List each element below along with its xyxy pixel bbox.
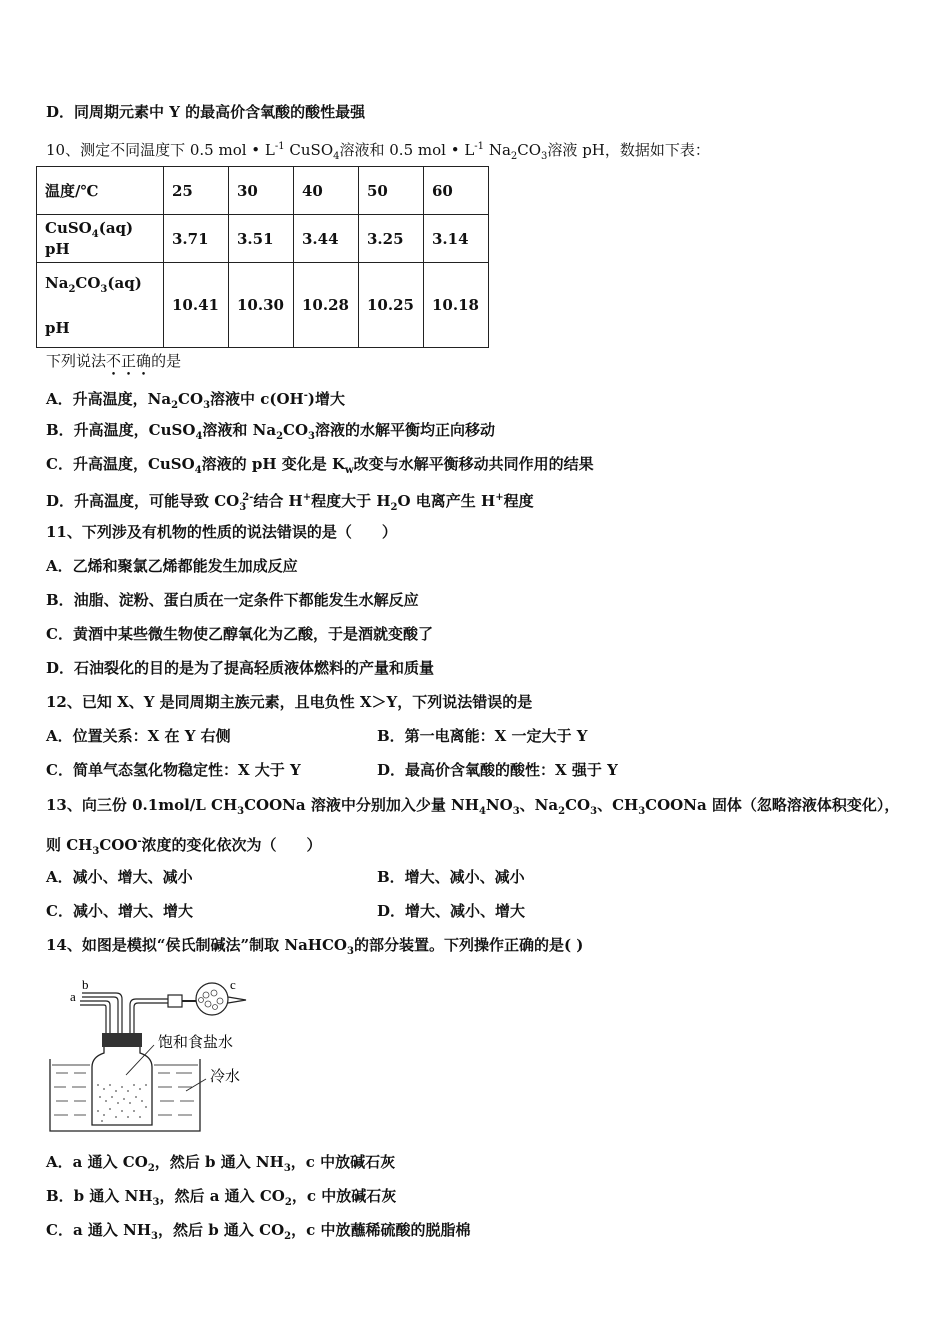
- table-row: [37, 167, 489, 215]
- apparatus-diagram: [46, 975, 276, 1135]
- q14-option-b: B．b 通入 $NH_3$，然后 a 通入 $CO_2$，c 中放碱石灰: [46, 1187, 397, 1208]
- table-cell: 3.14: [424, 215, 489, 263]
- q10-option-d: D．升高温度，可能导致 $CO_3^{2-}$结合 H+程度大于 $H_2O$ 电离产生 H+程度: [46, 492, 534, 513]
- table-row: [37, 263, 489, 348]
- label-c: c: [230, 977, 236, 992]
- q11-option-c: C．黄酒中某些微生物使乙醇氧化为乙酸，于是酒就变酸了: [46, 625, 433, 643]
- q10-stem: 10、测定不同温度下 0.5 mol • $L^{-1}$ CuSO$_4$溶液和 0.5 mol • $L^{-1}$ $Na_2CO_3$溶液 pH，数据如下表：: [46, 141, 710, 162]
- q13-stem-continued: 则 $CH_3COO^-$浓度的变化依次为（ ）: [46, 836, 322, 857]
- q13-option-c: C．减小、增大、增大: [46, 902, 193, 920]
- q11-option-a: A．乙烯和聚氯乙烯都能发生加成反应: [46, 557, 298, 575]
- table-cell: 10.25: [359, 263, 424, 348]
- table-header-cell: 温度/℃: [37, 167, 164, 215]
- q10-option-b: B．升高温度，CuSO$_4$溶液和 $Na_2CO_3$溶液的水解平衡均正向移动: [46, 421, 496, 442]
- table-cell: 10.41: [164, 263, 229, 348]
- q11-stem: 11、下列涉及有机物的性质的说法错误的是（ ）: [46, 523, 397, 541]
- q12-option-c: C．简单气态氢化物稳定性：X 大于 Y: [46, 761, 301, 779]
- table-cell: 40: [294, 167, 359, 215]
- tube-a-inner: [80, 1005, 106, 1055]
- q12-stem: 12、已知 X、Y 是同周期主族元素，且电负性 X＞Y，下列说法错误的是: [46, 693, 533, 711]
- label-brine: 饱和食盐水: [158, 1033, 234, 1051]
- table-cell: 10.28: [294, 263, 359, 348]
- q14-option-a: A．a 通入 $CO_2$，然后 b 通入 $NH_3$，c 中放碱石灰: [46, 1153, 396, 1174]
- outlet-tube-inner: [134, 1003, 168, 1035]
- table-cell: 10.18: [424, 263, 489, 348]
- table-cell: 3.25: [359, 215, 424, 263]
- q14-option-c: C．a 通入 $NH_3$，然后 b 通入 $CO_2$，c 中放蘸稀硫酸的脱脂棉: [46, 1221, 471, 1242]
- label-b: b: [82, 977, 89, 992]
- table-cell: 3.51: [229, 215, 294, 263]
- q13-option-a: A．减小、增大、减小: [46, 868, 193, 886]
- q12-option-d: D．最高价含氧酸的酸性：X 强于 Y: [377, 761, 618, 779]
- q11-option-d: D．石油裂化的目的是为了提高轻质液体燃料的产量和质量: [46, 659, 435, 677]
- leader-cold: [186, 1079, 206, 1091]
- bottle: [92, 1047, 152, 1125]
- table-cell: 3.71: [164, 215, 229, 263]
- q11-option-b: B．油脂、淀粉、蛋白质在一定条件下都能发生水解反应: [46, 591, 419, 609]
- table-row-label: $Na_2CO_3(aq)$ pH: [37, 263, 164, 348]
- table-cell: 50: [359, 167, 424, 215]
- label-cold-water: 冷水: [210, 1067, 241, 1085]
- table-row: [37, 215, 489, 263]
- q13-stem: 13、向三份 0.1mol/L $CH_3COONa$ 溶液中分别加入少量 $NH_4NO_3$、$Na_2CO_3$、$CH_3COONa$ 固体（忽略溶液体积变化），: [46, 796, 900, 817]
- q12-option-a: A．位置关系：X 在 Y 右侧: [46, 727, 231, 745]
- outlet-tube: [130, 999, 168, 1035]
- table-cell: 3.44: [294, 215, 359, 263]
- table-cell: 25: [164, 167, 229, 215]
- q12-option-b: B．第一电离能：X 一定大于 Y: [377, 727, 588, 745]
- table-cell: 60: [424, 167, 489, 215]
- table-cell: 30: [229, 167, 294, 215]
- q10-option-a: A．升高温度，$Na_2CO_3$溶液中 c(OH-)增大: [46, 390, 345, 411]
- q10-prompt: 下列说法不正确的是: [46, 352, 182, 370]
- q9-option-d: D．同周期元素中 Y 的最高价含氧酸的酸性最强: [46, 103, 366, 121]
- q13-option-d: D．增大、减小、增大: [377, 902, 526, 920]
- bulb-tip: [228, 997, 246, 1003]
- stopper: [102, 1033, 142, 1047]
- q14-stem: 14、如图是模拟“侯氏制碱法”制取 NaHCO$_3$的部分装置。下列操作正确的是( ): [46, 936, 584, 957]
- q10-option-c: C．升高温度，CuSO$_4$溶液的 pH 变化是 $K_w$改变与水解平衡移动共同作用的结果: [46, 455, 594, 476]
- table-cell: 10.30: [229, 263, 294, 348]
- table-row-label: CuSO$_4$(aq) pH: [37, 215, 164, 263]
- q10-data-table: [36, 166, 489, 348]
- label-a: a: [70, 989, 76, 1004]
- q13-option-b: B．增大、减小、减小: [377, 868, 525, 886]
- drying-bulb: [196, 983, 228, 1015]
- connector: [168, 995, 182, 1007]
